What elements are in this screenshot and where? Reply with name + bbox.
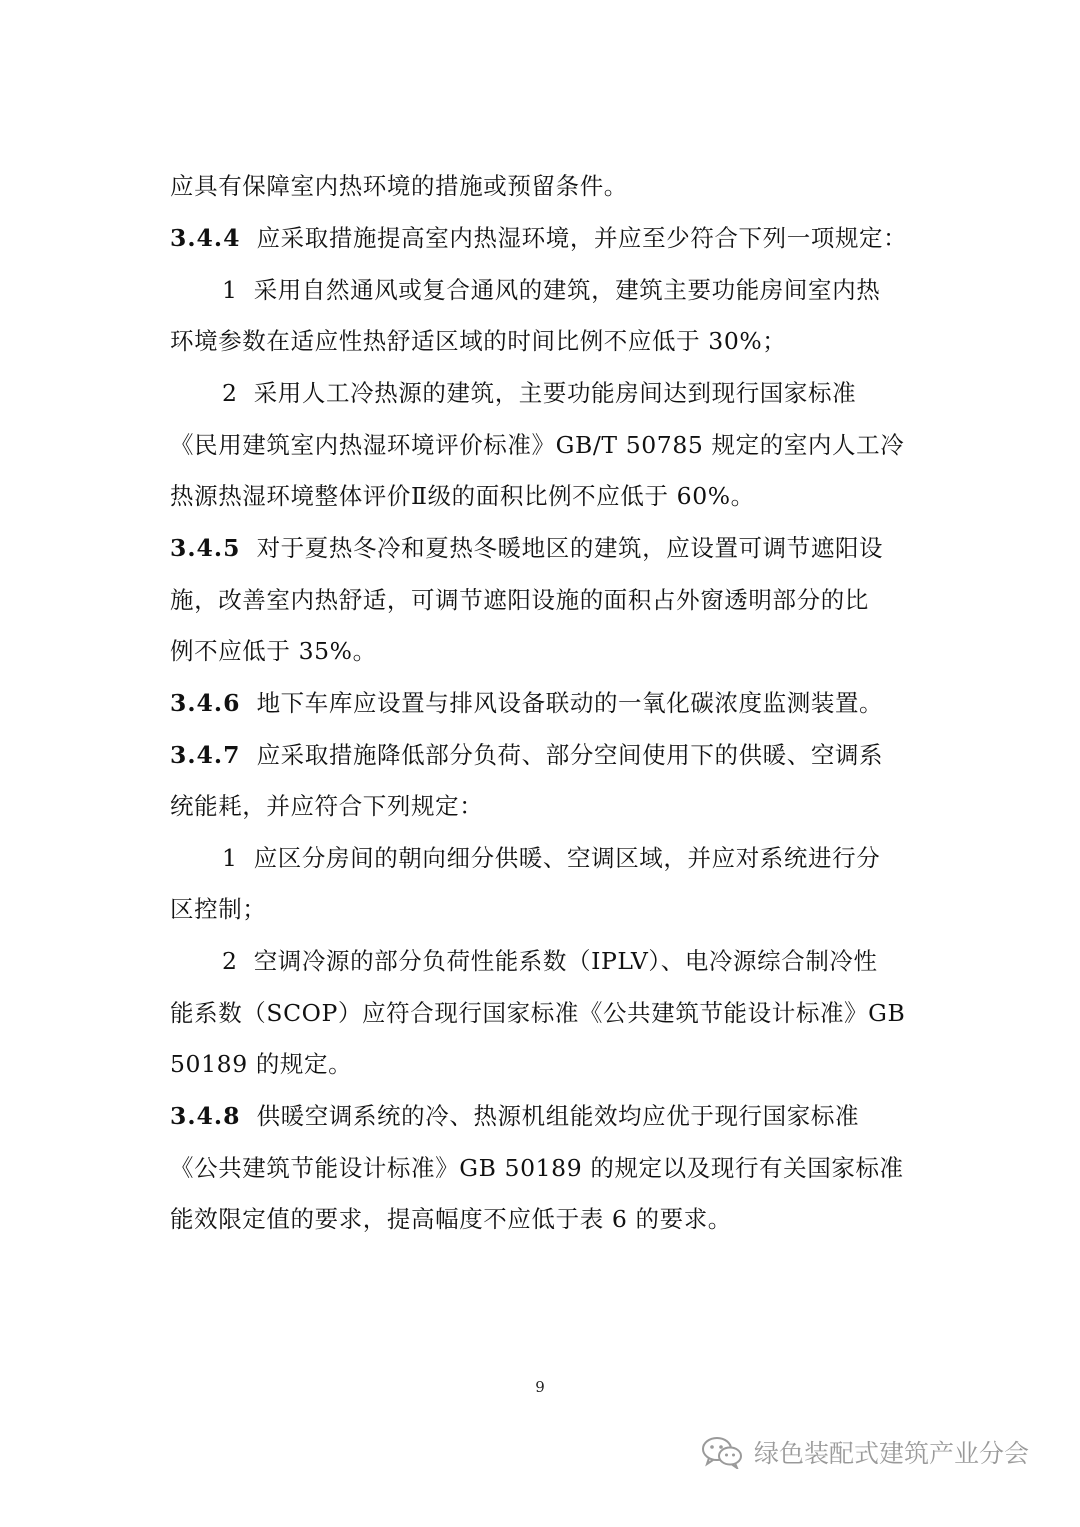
text-line: 能效限定值的要求，提高幅度不应低于表 6 的要求。 — [170, 1205, 732, 1233]
item-1: 1 应区分房间的朝向细分供暖、空调区域，并应对系统进行分 — [222, 844, 881, 872]
text-line: 统能耗，并应符合下列规定： — [170, 792, 484, 820]
text-line: 《民用建筑室内热湿环境评价标准》GB/T 50785 规定的室内人工冷 — [170, 431, 905, 459]
text-line: 区控制； — [170, 895, 267, 923]
clause-number: 3.4.8 — [170, 1102, 241, 1130]
clause-number: 3.4.6 — [170, 689, 241, 717]
wechat-icon — [700, 1435, 744, 1469]
text-line: 例不应低于 35%。 — [170, 637, 377, 665]
item-2: 2 采用人工冷热源的建筑，主要功能房间达到现行国家标准 — [222, 379, 857, 407]
text-line: 应具有保障室内热环境的措施或预留条件。 — [170, 172, 628, 200]
watermark — [700, 1432, 1060, 1472]
text-line: 环境参数在适应性热舒适区域的时间比例不应低于 30%； — [170, 327, 787, 355]
clause-3-4-6: 3.4.6 地下车库应设置与排风设备联动的一氧化碳浓度监测装置。 — [170, 689, 884, 717]
text-line: 《公共建筑节能设计标准》GB 50189 的规定以及现行有关国家标准 — [170, 1154, 904, 1182]
text-line: 施，改善室内热舒适，可调节遮阳设施的面积占外窗透明部分的比 — [170, 586, 869, 614]
clause-3-4-8: 3.4.8 供暖空调系统的冷、热源机组能效均应优于现行国家标准 — [170, 1102, 860, 1130]
item-number: 2 — [222, 947, 238, 975]
clause-number: 3.4.4 — [170, 224, 241, 252]
clause-3-4-4: 3.4.4 应采取措施提高室内热湿环境，并应至少符合下列一项规定： — [170, 224, 908, 252]
text-line: 热源热湿环境整体评价Ⅱ级的面积比例不应低于 60%。 — [170, 482, 755, 510]
text-line: 50189 的规定。 — [170, 1050, 353, 1078]
watermark-text: 绿色装配式建筑产业分会 — [754, 1439, 1030, 1468]
clause-number: 3.4.7 — [170, 741, 241, 769]
page-number: 9 — [535, 1378, 545, 1396]
item-number: 1 — [222, 844, 238, 872]
item-number: 2 — [222, 379, 238, 407]
clause-3-4-5: 3.4.5 对于夏热冬冷和夏热冬暖地区的建筑，应设置可调节遮阳设 — [170, 534, 884, 562]
item-2: 2 空调冷源的部分负荷性能系数（IPLV）、电冷源综合制冷性 — [222, 947, 878, 975]
clause-number: 3.4.5 — [170, 534, 241, 562]
item-number: 1 — [222, 276, 238, 304]
clause-3-4-7: 3.4.7 应采取措施降低部分负荷、部分空间使用下的供暖、空调系 — [170, 741, 884, 769]
item-1: 1 采用自然通风或复合通风的建筑，建筑主要功能房间室内热 — [222, 276, 881, 304]
text-line: 能系数（SCOP）应符合现行国家标准《公共建筑节能设计标准》GB — [170, 999, 906, 1027]
